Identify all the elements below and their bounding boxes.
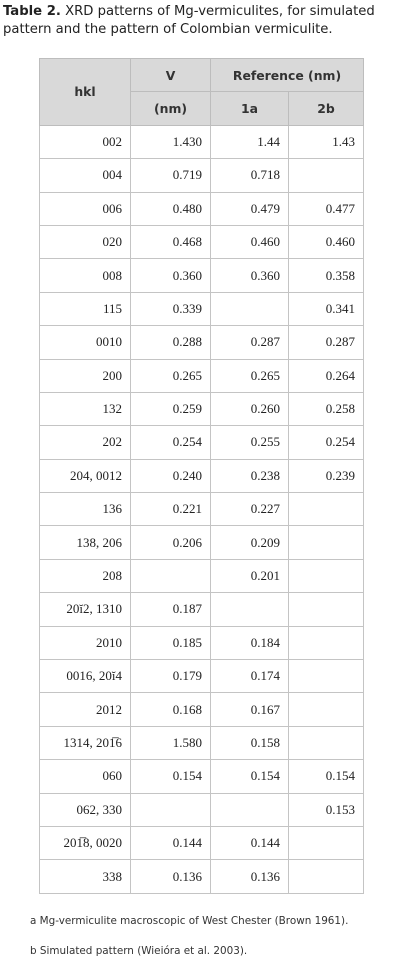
table-row bbox=[40, 660, 364, 693]
table-row bbox=[40, 159, 364, 192]
cell-ref-1a: 0.184 bbox=[211, 626, 289, 659]
table-row bbox=[40, 292, 364, 325]
table-row bbox=[40, 726, 364, 759]
table-body bbox=[40, 125, 364, 893]
cell-hkl: 115 bbox=[40, 292, 131, 325]
table-row bbox=[40, 326, 364, 359]
table-row bbox=[40, 493, 364, 526]
cell-ref-2b: 0.264 bbox=[289, 359, 364, 392]
header-reference: Reference (nm) bbox=[211, 59, 364, 92]
cell-v: 0.144 bbox=[131, 826, 211, 859]
cell-ref-2b bbox=[289, 726, 364, 759]
cell-v: 0.240 bbox=[131, 459, 211, 492]
table-row bbox=[40, 860, 364, 893]
cell-ref-2b bbox=[289, 626, 364, 659]
cell-v: 0.288 bbox=[131, 326, 211, 359]
cell-ref-2b bbox=[289, 593, 364, 626]
cell-v: 0.265 bbox=[131, 359, 211, 392]
cell-hkl: 132 bbox=[40, 392, 131, 425]
cell-ref-2b bbox=[289, 660, 364, 693]
cell-ref-1a: 1.44 bbox=[211, 125, 289, 158]
table-row bbox=[40, 593, 364, 626]
cell-v: 0.154 bbox=[131, 760, 211, 793]
cell-v: 0.719 bbox=[131, 159, 211, 192]
table-row bbox=[40, 760, 364, 793]
cell-hkl: 204, 0012 bbox=[40, 459, 131, 492]
table-caption-text: XRD patterns of Mg-vermiculites, for simulated pattern and the pattern of Colombian vermiculite. bbox=[3, 4, 375, 37]
table-caption bbox=[3, 3, 399, 39]
cell-ref-1a: 0.479 bbox=[211, 192, 289, 225]
cell-ref-1a: 0.255 bbox=[211, 426, 289, 459]
cell-ref-2b: 0.258 bbox=[289, 392, 364, 425]
cell-ref-2b bbox=[289, 526, 364, 559]
cell-hkl: 020 bbox=[40, 225, 131, 258]
cell-v: 1.580 bbox=[131, 726, 211, 759]
cell-ref-2b: 0.287 bbox=[289, 326, 364, 359]
cell-ref-2b bbox=[289, 559, 364, 592]
cell-ref-1a: 0.238 bbox=[211, 459, 289, 492]
cell-ref-2b: 0.254 bbox=[289, 426, 364, 459]
cell-ref-1a: 0.360 bbox=[211, 259, 289, 292]
cell-v: 0.468 bbox=[131, 225, 211, 258]
cell-hkl: 062, 330 bbox=[40, 793, 131, 826]
table-row bbox=[40, 426, 364, 459]
cell-ref-2b: 0.358 bbox=[289, 259, 364, 292]
cell-v: 1.430 bbox=[131, 125, 211, 158]
cell-v: 0.187 bbox=[131, 593, 211, 626]
cell-ref-2b: 0.239 bbox=[289, 459, 364, 492]
cell-ref-2b: 0.477 bbox=[289, 192, 364, 225]
header-ref-1a: 1a bbox=[211, 92, 289, 125]
table-row bbox=[40, 225, 364, 258]
cell-v bbox=[131, 559, 211, 592]
cell-ref-2b bbox=[289, 860, 364, 893]
cell-hkl: 20ĭ2, 1310 bbox=[40, 593, 131, 626]
cell-ref-1a: 0.287 bbox=[211, 326, 289, 359]
table-row bbox=[40, 259, 364, 292]
table-row bbox=[40, 192, 364, 225]
table-row bbox=[40, 392, 364, 425]
cell-v: 0.480 bbox=[131, 192, 211, 225]
cell-hkl: 008 bbox=[40, 259, 131, 292]
cell-ref-1a bbox=[211, 593, 289, 626]
cell-ref-2b bbox=[289, 159, 364, 192]
cell-v: 0.339 bbox=[131, 292, 211, 325]
cell-ref-2b: 0.341 bbox=[289, 292, 364, 325]
cell-ref-1a: 0.158 bbox=[211, 726, 289, 759]
cell-hkl: 208 bbox=[40, 559, 131, 592]
cell-v: 0.221 bbox=[131, 493, 211, 526]
cell-hkl: 1314, 201̅6 bbox=[40, 726, 131, 759]
cell-ref-2b bbox=[289, 493, 364, 526]
cell-ref-1a: 0.227 bbox=[211, 493, 289, 526]
table-row bbox=[40, 793, 364, 826]
cell-hkl: 200 bbox=[40, 359, 131, 392]
cell-hkl: 136 bbox=[40, 493, 131, 526]
cell-ref-1a: 0.718 bbox=[211, 159, 289, 192]
header-v: V bbox=[131, 59, 211, 92]
cell-ref-1a: 0.144 bbox=[211, 826, 289, 859]
cell-hkl: 006 bbox=[40, 192, 131, 225]
cell-hkl: 0016, 20ĭ4 bbox=[40, 660, 131, 693]
header-v-unit: (nm) bbox=[131, 92, 211, 125]
cell-hkl: 060 bbox=[40, 760, 131, 793]
cell-v: 0.185 bbox=[131, 626, 211, 659]
footnote-a: a Mg-vermiculite macroscopic of West Chester (Brown 1961). bbox=[30, 915, 349, 927]
cell-ref-1a: 0.201 bbox=[211, 559, 289, 592]
cell-v: 0.360 bbox=[131, 259, 211, 292]
header-hkl: hkl bbox=[40, 59, 131, 126]
table-row bbox=[40, 359, 364, 392]
cell-ref-1a: 0.209 bbox=[211, 526, 289, 559]
cell-v: 0.254 bbox=[131, 426, 211, 459]
cell-v: 0.259 bbox=[131, 392, 211, 425]
cell-ref-1a: 0.265 bbox=[211, 359, 289, 392]
cell-hkl: 202 bbox=[40, 426, 131, 459]
cell-ref-1a: 0.167 bbox=[211, 693, 289, 726]
table-label: Table 2. bbox=[3, 4, 61, 19]
header-ref-2b: 2b bbox=[289, 92, 364, 125]
cell-ref-1a bbox=[211, 793, 289, 826]
cell-hkl: 0010 bbox=[40, 326, 131, 359]
table-row bbox=[40, 559, 364, 592]
cell-hkl: 2012 bbox=[40, 693, 131, 726]
cell-v bbox=[131, 793, 211, 826]
cell-hkl: 002 bbox=[40, 125, 131, 158]
cell-ref-1a: 0.260 bbox=[211, 392, 289, 425]
cell-ref-2b: 0.460 bbox=[289, 225, 364, 258]
cell-v: 0.206 bbox=[131, 526, 211, 559]
cell-v: 0.168 bbox=[131, 693, 211, 726]
cell-ref-1a: 0.460 bbox=[211, 225, 289, 258]
cell-hkl: 138, 206 bbox=[40, 526, 131, 559]
cell-hkl: 2010 bbox=[40, 626, 131, 659]
cell-hkl: 201̅8, 0020 bbox=[40, 826, 131, 859]
cell-ref-2b: 0.154 bbox=[289, 760, 364, 793]
table-row bbox=[40, 526, 364, 559]
cell-hkl: 338 bbox=[40, 860, 131, 893]
cell-ref-1a: 0.136 bbox=[211, 860, 289, 893]
cell-ref-1a: 0.174 bbox=[211, 660, 289, 693]
cell-ref-1a: 0.154 bbox=[211, 760, 289, 793]
table-row bbox=[40, 125, 364, 158]
cell-hkl: 004 bbox=[40, 159, 131, 192]
cell-ref-1a bbox=[211, 292, 289, 325]
cell-ref-2b: 0.153 bbox=[289, 793, 364, 826]
table-row bbox=[40, 459, 364, 492]
cell-ref-2b bbox=[289, 693, 364, 726]
cell-ref-2b: 1.43 bbox=[289, 125, 364, 158]
cell-ref-2b bbox=[289, 826, 364, 859]
cell-v: 0.136 bbox=[131, 860, 211, 893]
table-row bbox=[40, 826, 364, 859]
footnote-b: b Simulated pattern (Wieióra et al. 2003). bbox=[30, 945, 248, 957]
cell-v: 0.179 bbox=[131, 660, 211, 693]
table-row bbox=[40, 626, 364, 659]
xrd-table bbox=[39, 58, 364, 894]
table-row bbox=[40, 693, 364, 726]
